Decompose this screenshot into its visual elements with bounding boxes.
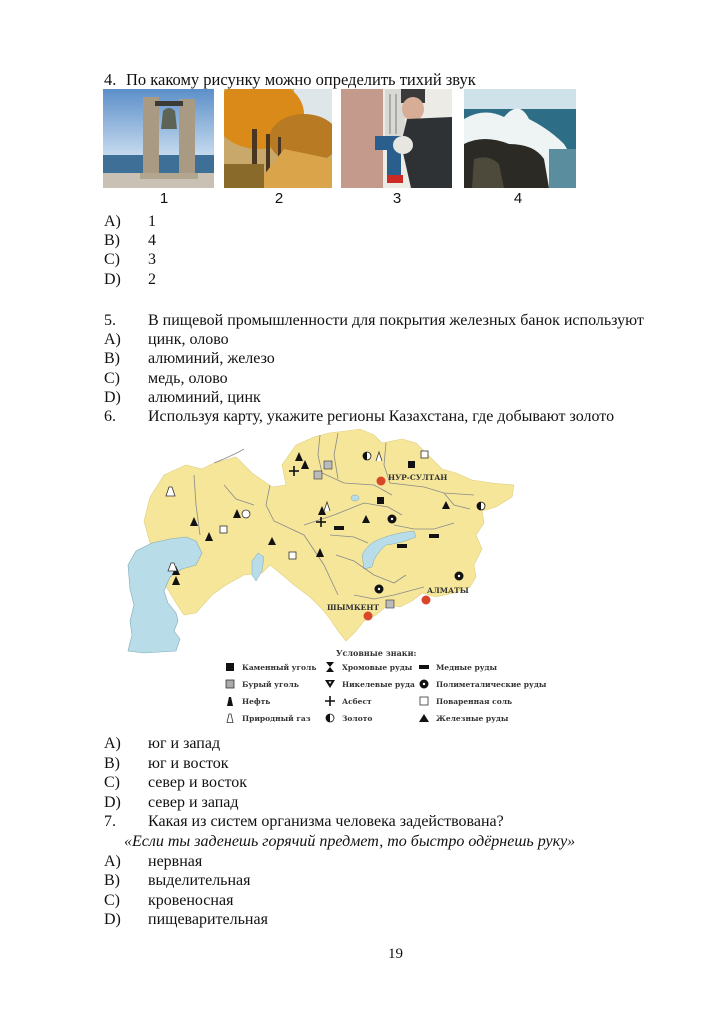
white-square-icon (418, 696, 430, 706)
hatched-square-icon (224, 679, 236, 689)
legend-item: Поваренная соль (418, 696, 512, 706)
legend-item: Бурый уголь (224, 679, 299, 689)
option-label: C) (104, 251, 120, 268)
option-text: север и восток (148, 774, 248, 791)
option-text: пищеварительная (148, 911, 268, 928)
city-label-shymkent: ШЫМКЕНТ (327, 603, 380, 612)
legend-item: Хромовые руды (324, 662, 412, 672)
black-bar-icon (418, 662, 430, 672)
legend-item: Полиметалические руды (418, 679, 546, 689)
question-number: 5. (104, 312, 116, 329)
black-square-icon (224, 662, 236, 672)
gas-derrick-outline-icon (224, 713, 236, 723)
question-quote: «Если ты заденешь горячий предмет, то быстро одёрнешь руку» (124, 833, 576, 850)
option-label: B) (104, 350, 120, 367)
legend-item: Каменный уголь (224, 662, 316, 672)
page-number: 19 (388, 946, 403, 962)
option-label: B) (104, 755, 120, 772)
map-legend (218, 648, 558, 728)
option-label: C) (104, 370, 120, 387)
photo-caption: 3 (392, 190, 402, 207)
legend-item: Природный газ (224, 713, 311, 723)
option-text: север и запад (148, 794, 239, 811)
option-text: 2 (148, 271, 156, 288)
city-label-almaty: АЛМАТЫ (427, 586, 469, 595)
option-text: нервная (148, 853, 203, 870)
photo-caption: 4 (513, 190, 523, 207)
photo-caption: 2 (274, 190, 284, 207)
option-text: алюминий, цинк (148, 389, 261, 406)
question-number: 7. (104, 813, 116, 830)
city-nur-sultan (377, 477, 386, 486)
question-text: По какому рисунку можно определить тихий звук (126, 70, 476, 89)
option-text: кровеносная (148, 892, 234, 909)
option-text: выделительная (148, 872, 251, 889)
trefoil-icon (418, 679, 430, 689)
option-label: A) (104, 853, 121, 870)
option-text: юг и восток (148, 755, 229, 772)
option-text: цинк, олово (148, 331, 229, 348)
option-label: A) (104, 213, 121, 230)
option-label: C) (104, 774, 120, 791)
city-label-nur-sultan: НУР-СУЛТАН (388, 473, 448, 482)
photo-bell (103, 89, 214, 188)
question-text: В пищевой промышленности для покрытия железных банок используют (148, 312, 644, 329)
legend-item: Нефть (224, 696, 270, 706)
option-label: D) (104, 271, 121, 288)
legend-title: Условные знаки: (336, 648, 417, 658)
question-text: Какая из систем организма человека задействована? (148, 813, 504, 830)
option-label: A) (104, 735, 121, 752)
legend-item: Железные руды (418, 713, 508, 723)
option-text: 4 (148, 232, 156, 249)
option-text: 1 (148, 213, 156, 230)
city-almaty (422, 596, 431, 605)
option-label: B) (104, 232, 120, 249)
city-shymkent (364, 612, 373, 621)
inverted-triangle-icon (324, 679, 336, 689)
kazakhstan-map (124, 425, 524, 655)
legend-item: Асбест (324, 696, 372, 706)
option-label: B) (104, 872, 120, 889)
question-text: Используя карту, укажите регионы Казахстана, где добывают золото (148, 408, 615, 425)
option-text: 3 (148, 251, 156, 268)
legend-item: Никелевые руда (324, 679, 415, 689)
option-text: медь, олово (148, 370, 228, 387)
legend-item: Золото (324, 713, 372, 723)
half-circle-icon (324, 713, 336, 723)
option-label: A) (104, 331, 121, 348)
option-text: алюминий, железо (148, 350, 275, 367)
question-number: 6. (104, 408, 116, 425)
option-label: C) (104, 892, 120, 909)
black-triangle-icon (418, 713, 430, 723)
photo-autumn-alley (224, 89, 332, 188)
option-label: D) (104, 911, 121, 928)
option-text: юг и запад (148, 735, 221, 752)
photo-caption: 1 (159, 190, 169, 207)
plus-icon (324, 696, 336, 706)
option-label: D) (104, 794, 121, 811)
photo-drilling (341, 89, 452, 188)
oil-derrick-icon (224, 696, 236, 706)
photo-waves (464, 89, 576, 188)
question-number: 4. (104, 70, 117, 89)
hourglass-icon (324, 662, 336, 672)
legend-item: Медные руды (418, 662, 497, 672)
option-label: D) (104, 389, 121, 406)
